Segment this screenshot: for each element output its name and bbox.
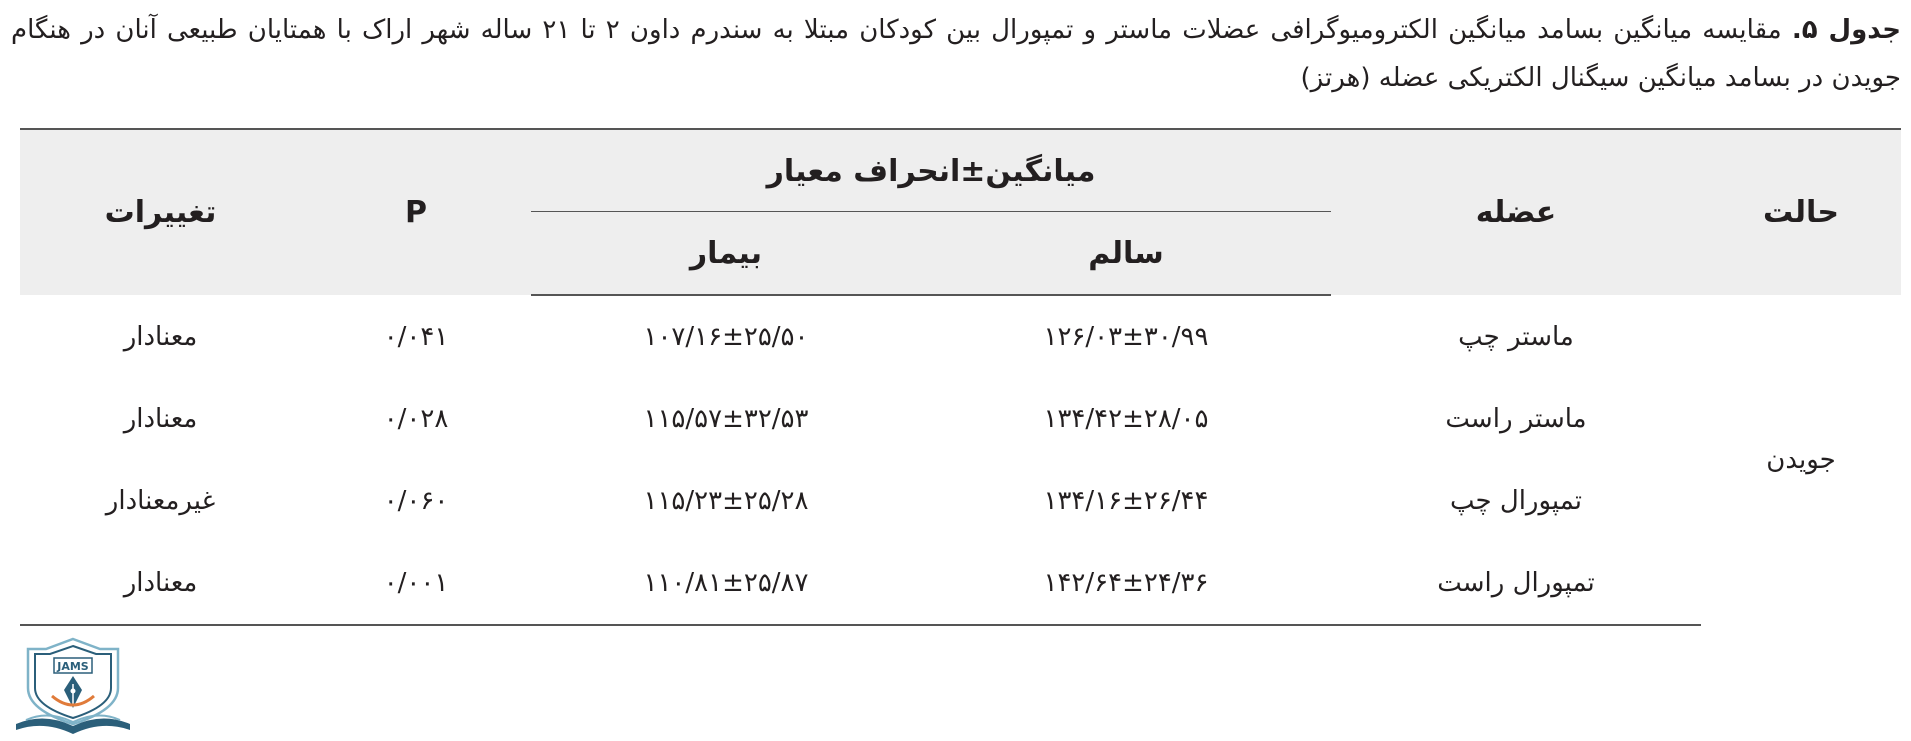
patient-cell: ۱۱۵/۲۳±۲۵/۲۸ (643, 486, 809, 516)
muscle-cell: تمپورال راست (1331, 542, 1701, 625)
p-cell: ۰/۰۴۱ (383, 321, 449, 352)
p-cell: ۰/۰۰۱ (301, 542, 531, 625)
data-table-wrapper (20, 128, 1901, 626)
muscle-cell: ماستر چپ (1458, 321, 1574, 352)
changes-cell: غیرمعنادار (105, 486, 216, 516)
jams-logo-graphic (12, 636, 134, 736)
header-healthy: سالم (921, 212, 1331, 295)
healthy-cell: ۱۳۴/۴۲±۲۸/۰۵ (1043, 404, 1209, 434)
jams-logo-icon (12, 636, 134, 736)
header-mean-sd: میانگین±انحراف معیار (531, 129, 1331, 212)
header-state: حالت (1701, 129, 1901, 295)
healthy-cell: ۱۴۲/۶۴±۲۴/۳۶ (921, 542, 1331, 625)
table-caption (11, 6, 1901, 102)
results-table (20, 128, 1901, 626)
header-muscle: عضله (1331, 129, 1701, 295)
table-row (20, 378, 1901, 460)
p-cell: ۰/۰۲۸ (383, 404, 449, 434)
p-cell: ۰/۰۶۰ (383, 486, 449, 516)
changes-cell: معنادار (123, 404, 198, 434)
caption-text: مقایسه میانگین بسامد میانگین الکترومیوگرافی عضلات ماستر و تمپورال بین کودکان مبتلا به سندرم داون ۲ تا ۲۱ ساله شهر اراک با همتایان طبیعی آنان در هنگام جویدن در بسامد میانگین سیگنال الکتریکی عضله (هرتز) (11, 15, 1901, 93)
patient-cell: ۱۱۰/۸۱±۲۵/۸۷ (531, 542, 921, 625)
caption-label: جدول ۵. (1791, 15, 1902, 45)
healthy-cell: ۱۲۶/۰۳±۳۰/۹۹ (1043, 322, 1209, 352)
header-p: P (301, 129, 531, 295)
header-patient: بیمار (531, 212, 921, 295)
table-row (20, 295, 1901, 378)
header-changes: تغییرات (20, 129, 301, 295)
table-row (20, 460, 1901, 542)
logo-text: JAMS (57, 660, 89, 673)
changes-cell: معنادار (123, 321, 198, 352)
muscle-cell: تمپورال چپ (1449, 486, 1583, 516)
patient-cell: ۱۰۷/۱۶±۲۵/۵۰ (643, 322, 809, 352)
patient-cell: ۱۱۵/۵۷±۳۲/۵۳ (643, 404, 809, 434)
healthy-cell: ۱۳۴/۱۶±۲۶/۴۴ (1043, 486, 1209, 516)
state-cell: جویدن (1766, 445, 1836, 475)
table-row (20, 542, 1901, 625)
changes-cell: معنادار (20, 542, 301, 625)
muscle-cell: ماستر راست (1445, 404, 1587, 434)
